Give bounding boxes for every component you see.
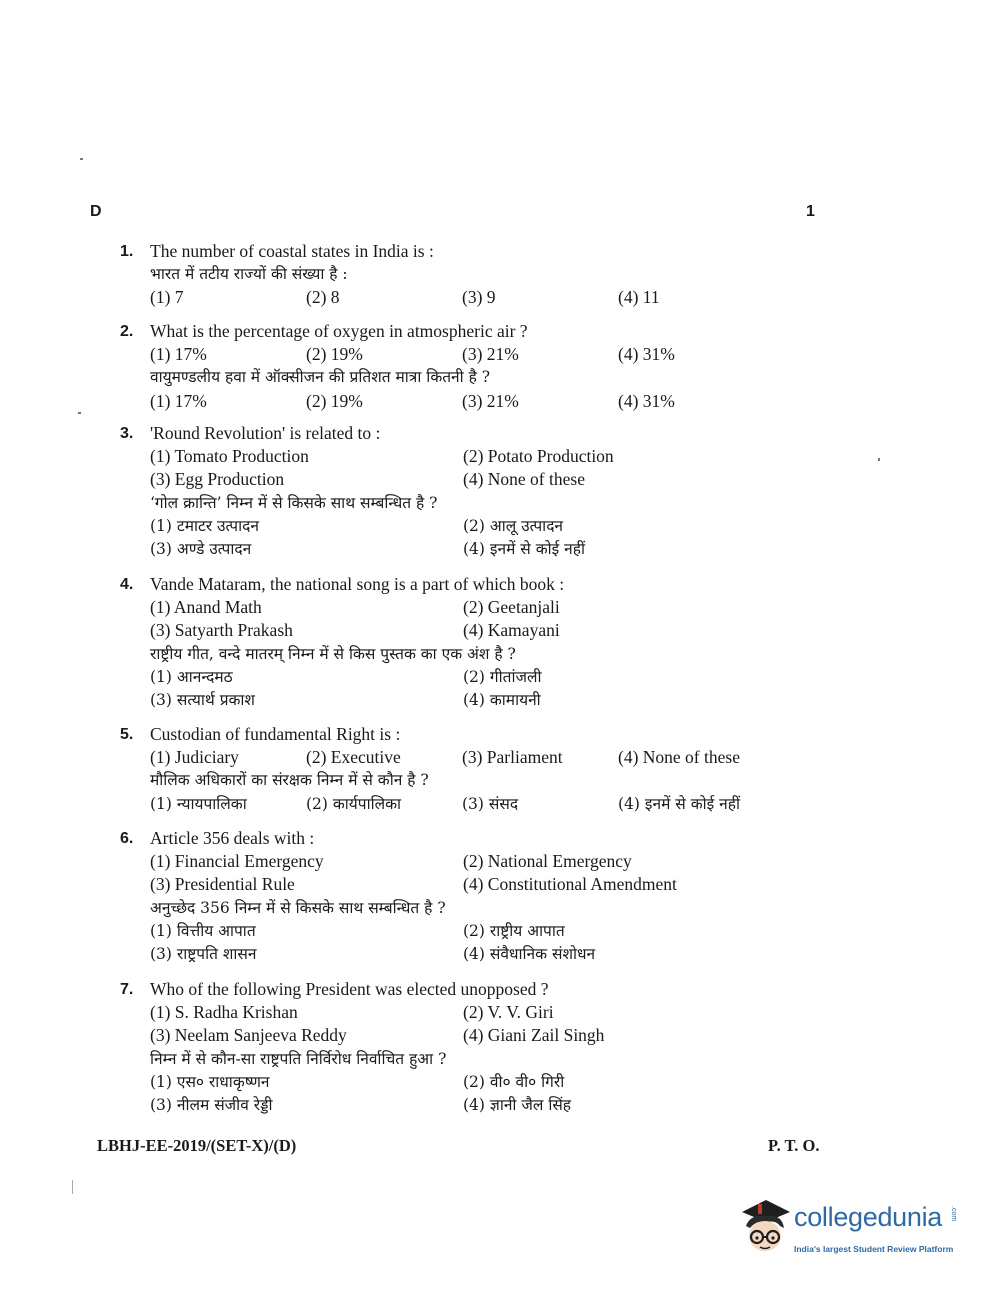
option-4: (4) ज्ञानी जैल सिंह xyxy=(463,1095,572,1114)
option-2: (2) National Emergency xyxy=(463,851,632,872)
question-text-hi: अनुच्छेद 356 निम्न में से किसके साथ सम्बन्धित है ? xyxy=(150,898,446,917)
question-number: 6. xyxy=(120,830,134,847)
options-en-row-2 xyxy=(150,873,820,896)
options-hi-row-2 xyxy=(150,538,820,561)
option-3: (3) सत्यार्थ प्रकाश xyxy=(150,690,255,709)
option-1: (1) Financial Emergency xyxy=(150,851,324,872)
options-en-row-2 xyxy=(150,619,820,642)
options-hi-row-2 xyxy=(150,1094,820,1117)
option-4: (4) Kamayani xyxy=(463,620,560,641)
pto-label: P. T. O. xyxy=(768,1136,820,1155)
option-1: (1) Anand Math xyxy=(150,597,262,618)
question-text-hi: भारत में तटीय राज्यों की संख्या है : xyxy=(150,265,348,284)
option-2: (2) कार्यपालिका xyxy=(306,794,402,813)
options-hi-row-1 xyxy=(150,920,820,943)
option-1: (1) Judiciary xyxy=(150,747,239,768)
option-1: (1) टमाटर उत्पादन xyxy=(150,516,259,535)
option-3: (3) अण्डे उत्पादन xyxy=(150,539,252,558)
options-hi-row-2 xyxy=(150,943,820,966)
scan-speck xyxy=(78,412,81,414)
options-hi-row-1 xyxy=(150,515,820,538)
option-3: (3) राष्ट्रपति शासन xyxy=(150,944,257,963)
question-text-en: Article 356 deals with : xyxy=(150,828,315,848)
question-text-hi: मौलिक अधिकारों का संरक्षक निम्न में से कौन है ? xyxy=(150,771,429,790)
question-text-en: 'Round Revolution' is related to : xyxy=(150,423,381,443)
option-1: (1) आनन्दमठ xyxy=(150,667,233,686)
options-en-row-1 xyxy=(150,850,820,873)
question-5 xyxy=(120,723,820,816)
collegedunia-logo xyxy=(736,1196,961,1260)
option-3: (3) 9 xyxy=(462,287,496,308)
question-number: 2. xyxy=(120,323,134,340)
option-3: (3) Egg Production xyxy=(150,469,285,490)
option-4: (4) संवैधानिक संशोधन xyxy=(463,944,596,963)
option-4: (4) इनमें से कोई नहीं xyxy=(463,539,586,558)
option-2: (2) Potato Production xyxy=(463,446,614,467)
option-3: (3) Presidential Rule xyxy=(150,874,295,895)
page-number: 1 xyxy=(806,203,815,220)
option-4: (4) Giani Zail Singh xyxy=(463,1025,605,1046)
option-2: (2) 19% xyxy=(306,344,363,365)
option-2: (2) राष्ट्रीय आपात xyxy=(463,921,565,940)
logo-wordmark: collegedunia xyxy=(794,1202,943,1232)
option-4: (4) 31% xyxy=(618,390,675,411)
question-text-en: The number of coastal states in India is : xyxy=(150,241,434,261)
logo-tagline: India's largest Student Review Platform xyxy=(794,1244,954,1254)
paper-code: LBHJ-EE-2019/(SET-X)/(D) xyxy=(97,1136,297,1155)
option-2: (2) 8 xyxy=(306,287,340,308)
options-en xyxy=(150,746,820,769)
question-7 xyxy=(120,978,820,1117)
option-2: (2) गीतांजली xyxy=(463,667,542,686)
options xyxy=(150,286,820,309)
options-en-row-1 xyxy=(150,596,820,619)
option-2: (2) Executive xyxy=(306,747,401,768)
option-1: (1) 17% xyxy=(150,344,207,365)
question-number: 3. xyxy=(120,425,134,442)
scan-speck xyxy=(72,1180,73,1194)
options-en-row-2 xyxy=(150,468,820,491)
options-en xyxy=(150,343,820,366)
option-2: (2) आलू उत्पादन xyxy=(463,516,564,535)
option-2: (2) 19% xyxy=(306,390,363,411)
option-3: (3) 21% xyxy=(462,344,519,365)
option-1: (1) एस० राधाकृष्णन xyxy=(150,1072,270,1091)
option-3: (3) Satyarth Prakash xyxy=(150,620,293,641)
question-number: 5. xyxy=(120,726,134,743)
option-4: (4) None of these xyxy=(463,469,585,490)
question-1 xyxy=(120,240,820,310)
option-2: (2) वी० वी० गिरी xyxy=(463,1072,565,1091)
scan-speck xyxy=(878,458,880,461)
option-2: (2) V. V. Giri xyxy=(463,1002,554,1023)
question-text-hi: वायुमण्डलीय हवा में ऑक्सीजन की प्रतिशत मात्रा कितनी है ? xyxy=(150,368,491,387)
option-4: (4) 31% xyxy=(618,344,675,365)
question-3 xyxy=(120,422,820,561)
options-hi-row-1 xyxy=(150,666,820,689)
options-hi-row-1 xyxy=(150,1071,820,1094)
option-1: (1) Tomato Production xyxy=(150,446,309,467)
options-en-row-1 xyxy=(150,1001,820,1024)
question-6 xyxy=(120,827,820,966)
question-text-hi: निम्न में से कौन-सा राष्ट्रपति निर्विरोध निर्वाचित हुआ ? xyxy=(150,1049,447,1068)
option-1: (1) न्यायपालिका xyxy=(150,794,247,813)
question-number: 1. xyxy=(120,243,134,260)
option-3: (3) 21% xyxy=(462,390,519,411)
options-hi xyxy=(150,793,820,816)
option-4: (4) कामायनी xyxy=(463,690,541,709)
question-text-hi: ‘गोल क्रान्ति’ निम्न में से किसके साथ सम्बन्धित है ? xyxy=(150,493,438,512)
scan-speck xyxy=(80,158,83,160)
question-text-en: Custodian of fundamental Right is : xyxy=(150,724,401,744)
options-hi-row-2 xyxy=(150,689,820,712)
question-text-en: Vande Mataram, the national song is a part of which book : xyxy=(150,574,565,594)
question-2 xyxy=(120,320,820,413)
question-text-en: Who of the following President was elected unopposed ? xyxy=(150,979,549,999)
options-en-row-2 xyxy=(150,1024,820,1047)
option-3: (3) संसद xyxy=(462,794,519,813)
student-mascot-icon xyxy=(736,1196,794,1256)
option-3: (3) Neelam Sanjeeva Reddy xyxy=(150,1025,347,1046)
option-4: (4) None of these xyxy=(618,747,740,768)
option-1: (1) S. Radha Krishan xyxy=(150,1002,298,1023)
question-4 xyxy=(120,573,820,712)
question-number: 4. xyxy=(120,576,134,593)
options-hi xyxy=(150,390,820,413)
option-4: (4) 11 xyxy=(618,287,660,308)
option-2: (2) Geetanjali xyxy=(463,597,560,618)
option-4: (4) Constitutional Amendment xyxy=(463,874,677,895)
question-text-hi: राष्ट्रीय गीत, वन्दे मातरम् निम्न में से किस पुस्तक का एक अंश है ? xyxy=(150,644,516,663)
option-1: (1) वित्तीय आपात xyxy=(150,921,256,940)
logo-suffix: .com xyxy=(950,1206,957,1222)
option-1: (1) 7 xyxy=(150,287,184,308)
question-number: 7. xyxy=(120,981,134,998)
option-4: (4) इनमें से कोई नहीं xyxy=(618,794,741,813)
option-3: (3) नीलम संजीव रेड्डी xyxy=(150,1095,273,1114)
set-code: D xyxy=(90,203,102,220)
options-en-row-1 xyxy=(150,445,820,468)
option-1: (1) 17% xyxy=(150,390,207,411)
option-3: (3) Parliament xyxy=(462,747,563,768)
question-text-en: What is the percentage of oxygen in atmospheric air ? xyxy=(150,321,528,341)
